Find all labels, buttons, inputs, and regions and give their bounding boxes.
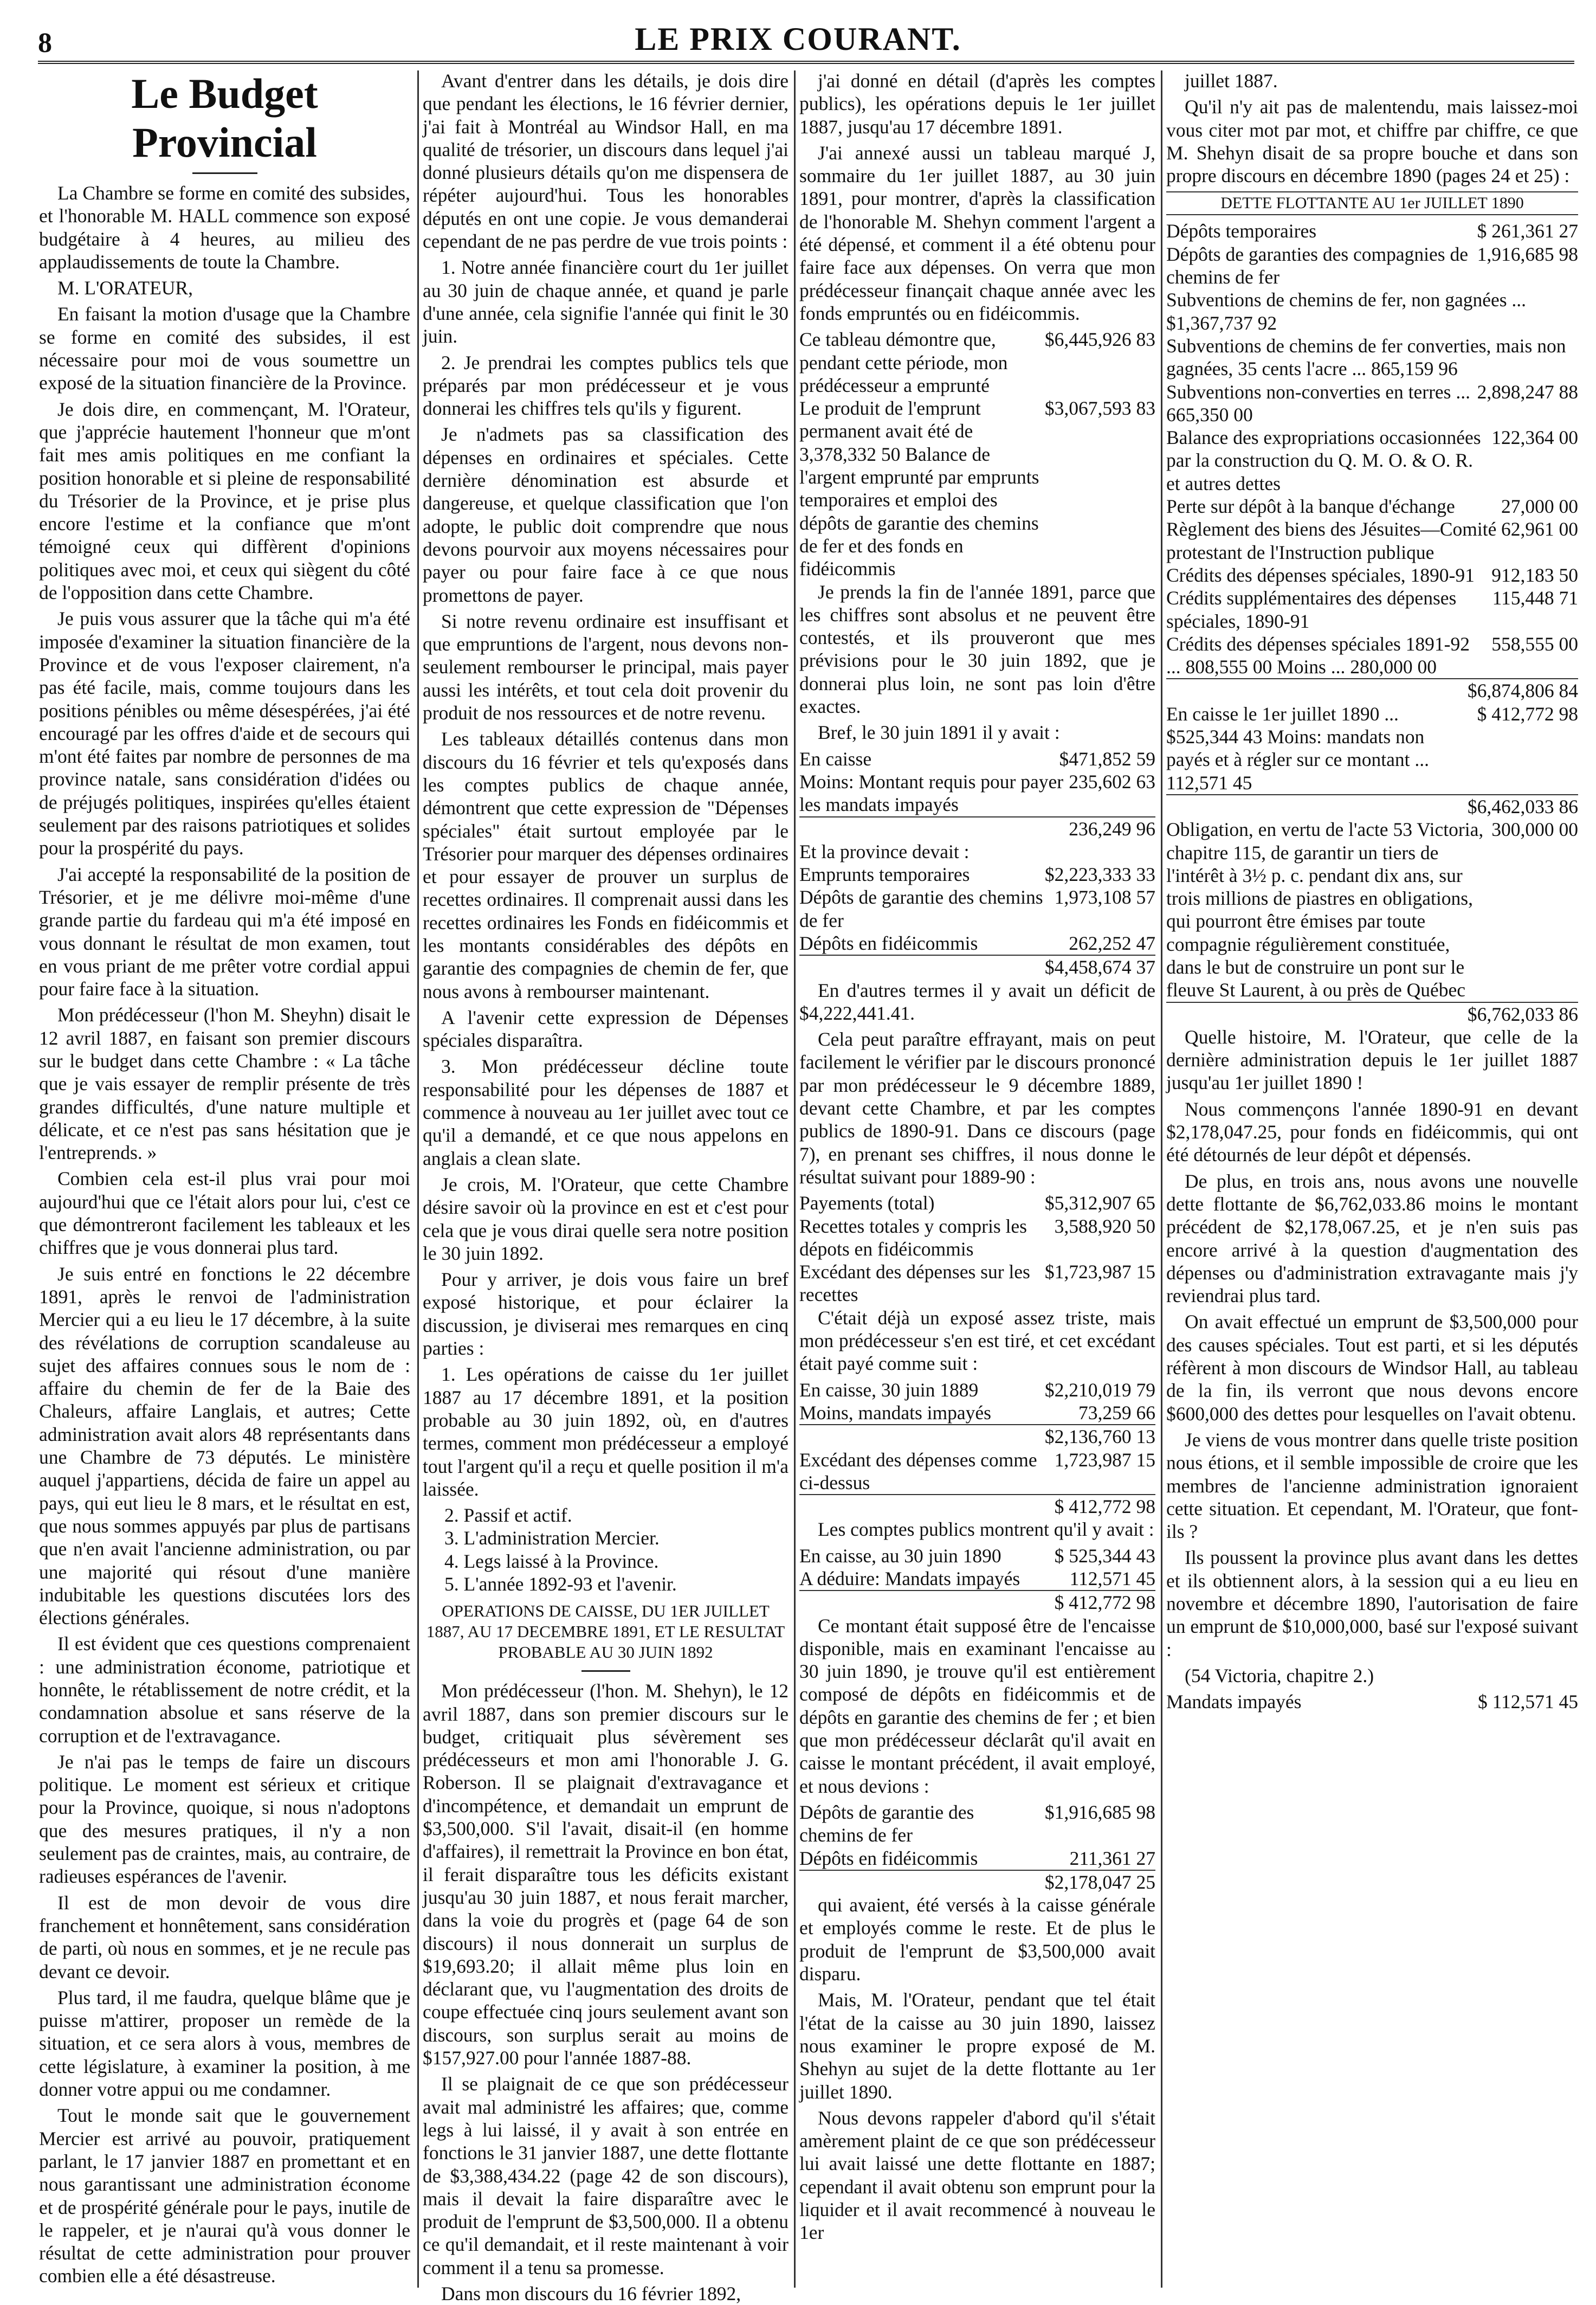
- column-2-text-b: [423, 1679, 789, 2305]
- ledger-amount: 122,364 00: [1491, 427, 1578, 449]
- ledger-row: [799, 1847, 1155, 1870]
- ledger-row: [799, 1192, 1155, 1214]
- ledger-label: [799, 1591, 1050, 1614]
- ledger-amount: 211,361 27: [1069, 1847, 1155, 1869]
- paragraph: M. L'ORATEUR,: [57, 277, 193, 299]
- ledger-amount: $ 412,772 98: [1054, 1592, 1155, 1614]
- ledger-label: Recettes totales y compris les dépots en fidéicommis: [799, 1215, 1027, 1260]
- ledger-amount: 3,588,920 50: [1054, 1215, 1155, 1237]
- paragraph: A l'avenir cette expression de Dépenses spéciales disparaîtra.: [423, 1006, 789, 1052]
- ledger-amount: 912,183 50: [1491, 564, 1578, 586]
- paragraph: Combien cela est-il plus vrai pour moi aujourd'hui que ce l'était alors pour lui, c'est ce que démontreront facilement les tableaux et les chiffres que je vous donnerai plus tard.: [39, 1168, 410, 1259]
- section-heading: OPERATIONS DE CAISSE, DU 1ER JUILLET 1887, AU 17 DECEMBRE 1891, ET LE RESULTAT PROBABLE AU 30 JUIN 1892: [426, 1601, 785, 1662]
- ledger-row: [799, 840, 1155, 863]
- ledger-label: Payements (total): [799, 1192, 935, 1214]
- ledger-label: [799, 817, 1064, 840]
- ledger-row: [799, 816, 1155, 840]
- section-rule: [581, 1670, 630, 1672]
- ledger-label: Crédits des dépenses spéciales 1891-92 ... 808,555 00 Moins ... 280,000 00: [1166, 633, 1470, 678]
- paragraph: Je viens de vous montrer dans quelle triste position nous étions, et il semble impossible de croire que les membres de l'ancienne administration ignoraient cette situation. Et cependant, M. l'Orateur, que font-ils ?: [1166, 1428, 1578, 1543]
- ledger-amount: [1574, 288, 1578, 334]
- ledger-label: En caisse le 1er juillet 1890 ... $525,344 43 Moins: mandats non payés et à régler sur ce montant ... 112,571 45: [1166, 703, 1429, 794]
- paragraph: Mon prédécesseur (l'hon M. Sheyhn) disait le 12 avril 1887, en faisant son premier discours sur le budget dans cette Chambre : « La tâche que je vais essayer de remplir présente de très grandes difficultés, d'une nature multiple et délicate, et ce n'est pas sans hésitation que je l'entreprends. »: [39, 1004, 410, 1164]
- ledger-amount: $471,852 59: [1059, 748, 1155, 770]
- list-item: 5. L'année 1892-93 et l'avenir.: [444, 1573, 677, 1595]
- ledger-row: [1166, 678, 1578, 702]
- ledger-row: [1166, 1002, 1578, 1026]
- ledger-label: [799, 1871, 1041, 1894]
- ledger-amount: $1,723,987 15: [1044, 1261, 1155, 1283]
- ledger-label: Emprunts temporaires: [799, 864, 970, 886]
- paragraph: Nous devons rappeler d'abord qu'il s'était amèrement plaint de ce que son prédécesseur lui avait laissé une dette flottante en 1887; cependant il avait obtenu son emprunt pour la liquider et il avait recommencé à nouveau le 1er: [799, 2107, 1155, 2244]
- column-2: [423, 69, 789, 2305]
- ledger-row: [799, 1215, 1155, 1261]
- column-3-text-g: [799, 1894, 1155, 2244]
- ledger-label: Dépôts de garantie des chemins de fer: [799, 886, 1043, 931]
- ledger-amount: $5,312,907 65: [1044, 1192, 1155, 1214]
- ledger-row: [1166, 818, 1578, 1001]
- ledger-label: En caisse: [799, 748, 872, 770]
- column-1-text: [39, 182, 410, 2288]
- ledger-row: [799, 863, 1155, 886]
- ledger-amount: 1,916,685 98: [1477, 243, 1578, 265]
- ledger-row: [1166, 1690, 1578, 1713]
- ledger-label: [799, 1425, 1041, 1448]
- ledger-amount: 236,249 96: [1069, 817, 1155, 840]
- ledger-amount: $6,762,033 86: [1467, 1003, 1578, 1025]
- ledger-row: [1166, 243, 1578, 289]
- ledger-row: [799, 1424, 1155, 1448]
- paragraph: Si notre revenu ordinaire est insuffisant et que empruntions de l'argent, nous devons non-seulement rembourser le principal, mais payer aussi les intérêts, et tout cela doit provenir du produit de nos ressources et de notre revenu.: [423, 610, 789, 724]
- ledger-amount: $2,136,760 13: [1044, 1426, 1155, 1448]
- ledger-label: Moins: Montant requis pour payer les mandats impayés: [799, 770, 1064, 816]
- ledger-row: [799, 1590, 1155, 1614]
- ledger-amount: 558,555 00: [1491, 633, 1578, 655]
- ledger-label: Règlement des biens des Jésuites—Comité protestant de l'Instruction publique: [1166, 518, 1497, 563]
- ledger-amount: $6,462,033 86: [1467, 795, 1578, 817]
- ledger-row: [799, 932, 1155, 955]
- ledger-row: [1166, 633, 1578, 679]
- paragraph: Bref, le 30 juin 1891 il y avait :: [818, 722, 1060, 744]
- ledger-amount: 1,973,108 57: [1054, 886, 1155, 909]
- ledger-amount: [1574, 334, 1578, 381]
- ledger-row: [799, 1448, 1155, 1495]
- ledger-label: [1166, 795, 1463, 818]
- ledger-amount: $6,445,926 83: [1044, 329, 1155, 351]
- paragraph: Cela peut paraître effrayant, mais on peut facilement le vérifier par le discours prononcé par mon prédécesseur le 9 décembre 1889, devant cette Chambre, et par les comptes publics de 1890-91. Dans ce discours (page 7), en prenant ses chiffres, il nous donne le résultat suivant pour 1889-90 :: [799, 1028, 1155, 1188]
- ledger-amount: $4,458,674 37: [1044, 956, 1155, 978]
- ledger-row: [799, 1544, 1155, 1567]
- ledger-row: [799, 1870, 1155, 1894]
- paragraph: 3. Mon prédécesseur décline toute responsabilité pour les dépenses de 1887 et commence à nouveau au 1er juillet avec tout ce qu'il a demandé, et ce que nous appelons en anglais a clean slate.: [423, 1055, 789, 1169]
- ledger-label: [799, 1495, 1050, 1518]
- ledger-row: [799, 770, 1155, 816]
- ledger-label: Excédant des dépenses comme ci-dessus: [799, 1448, 1037, 1493]
- paragraph: Avant d'entrer dans les détails, je dois dire que pendant les élections, le 16 février dernier, j'ai fait à Montréal au Windsor Hall, en ma qualité de trésorier, un discours dans lequel j'ai donné plusieurs détails qu'on me dispensera de répéter aujourd'hui. Tous les honorables députés en ont une copie. Je vous demanderai cependant de ne pas perdre de vue trois points :: [423, 70, 789, 253]
- ledger-label: Balance des expropriations occasionnées par la construction du Q. M. O. & O. R. et autres dettes: [1166, 427, 1481, 494]
- ledger-amount: $ 261,361 27: [1477, 220, 1578, 242]
- header-rule: [38, 61, 1574, 64]
- paragraph: Qu'il n'y ait pas de malentendu, mais laissez-moi vous citer mot par mot, et chiffre par chiffre, ce que M. Shehyn disait de sa propre bouche et dans son propre discours en décembre 1890 (pages 24 et 25) :: [1166, 96, 1578, 187]
- paragraph: 2. Je prendrai les comptes publics tels que préparés par mon prédécesseur et je vous donnerai les chiffres tels qu'ils y figurent.: [423, 351, 789, 420]
- paragraph: Il est de mon devoir de vous dire franchement et honnêtement, sans considération de parti, où nous en sommes, et je ne recule pas devant ce devoir.: [39, 1891, 410, 1982]
- paragraph: Les comptes publics montrent qu'il y avait :: [818, 1518, 1154, 1541]
- paragraph: Je suis entré en fonctions le 22 décembre 1891, après le renvoi de l'administration Mercier qui a eu lieu le 17 décembre, à la suite des révélations de corruption scandaleuse au sujet des affaires connues sous le nom de : affaire du chemin de fer de la Baie des Chaleurs, affaire Langlais, et autres; Cette administration avait alors 48 représentants dans une Chambre de 73 députés. Le ministère auquel j'appartiens, décida de faire un appel au pays, qui eut lieu le 8 mars, et le résultat en est, que nous sommes appuyés par plus de partisans que n'en avait l'ancienne administration, ou par une majorité qui résout d'une manière indubitable les questions discutées lors des élections générales.: [39, 1263, 410, 1629]
- ledger-row: [1166, 518, 1578, 564]
- paragraph: Ce montant était supposé être de l'encaisse disponible, mais en examinant l'encaisse au 30 juin 1890, je trouve qu'il est entièrement composé de dépôts en fidéicommis et de dépôts en garantie des chemins de fer ; et bien que mon prédécesseur déclarât qu'il avait en caisse le montant précédent, il avait employé, et nous devions :: [799, 1614, 1155, 1797]
- column-separator: [1161, 70, 1162, 2288]
- ledger-amount: $ 112,571 45: [1477, 1691, 1578, 1713]
- ledger-row: [799, 1379, 1155, 1401]
- ledger-row: [799, 1801, 1155, 1847]
- column-4-text-a: [1166, 69, 1578, 187]
- ledger-amount: 262,252 47: [1069, 932, 1155, 954]
- ledger-row: [1166, 495, 1578, 518]
- ledger-label: Subventions de chemins de fer, non gagnées ... $1,367,737 92: [1166, 289, 1527, 334]
- ledger-amount: $ 412,772 98: [1054, 1496, 1155, 1518]
- paragraph: Les tableaux détaillés contenus dans mon discours du 16 février et tels qu'exposés dans les comptes publics de chaque année, démontrent que cette expression de "Dépenses spéciales" était surtout employée par le Trésorier pour marquer des dépenses ordinaires et pour essayer de prouver un surplus de recettes ordinaires. Il comprenait aussi dans les recettes ordinaires les Fonds en fidéicommis et les montants considérables des dépôts en garantie des compagnies de chemin de fer, que nous avons à rembourser maintenant.: [423, 728, 789, 1002]
- ledger-label: Dépôts de garantie des chemins de fer: [799, 1801, 974, 1846]
- paragraph: Je dois dire, en commençant, M. l'Orateur, que j'apprécie hautement l'honneur que m'ont fait mes amis politiques en me confiant la position honorable et si pleine de responsabilité du Trésorier de la Province, et je prise plus encore l'estime et la confiance que m'ont témoigné ceux qui diffèrent d'opinions politiques avec moi, et ceux qui siègent du côté de l'opposition dans cette Chambre.: [39, 398, 410, 604]
- floating-debt-table: [1166, 220, 1578, 1025]
- ledger-amount: 73,259 66: [1078, 1401, 1155, 1424]
- ledger-label: Crédits des dépenses spéciales, 1890-91: [1166, 564, 1475, 586]
- paragraph: Ils poussent la province plus avant dans les dettes et ils obtiennent alors, à la session qui a eu lieu en novembre et décembre 1890, l'autorisation de faire un emprunt de $10,000,000, basé sur l'exposé suivant :: [1166, 1547, 1578, 1660]
- ledger-label: A déduire: Mandats impayés: [799, 1568, 1020, 1589]
- paragraph: En faisant la motion d'usage que la Chambre se forme en comité des subsides, il est nécessaire pour moi de vous soumettre un exposé de la situation financière de la Province.: [39, 303, 410, 394]
- ledger-amount: 112,571 45: [1069, 1568, 1155, 1589]
- page-number: 8: [38, 28, 52, 59]
- ledger-row: [799, 748, 1155, 770]
- paragraph: qui avaient, été versés à la caisse générale et employés comme le reste. Et de plus le produit de l'emprunt de $3,500,000 avait disparu.: [799, 1894, 1155, 1985]
- ledger-row: [1166, 334, 1578, 381]
- ledger-row: [799, 886, 1155, 932]
- paragraph: Mon prédécesseur (l'hon. M. Shehyn), le 12 avril 1887, dans son premier discours sur le budget, critiquait plus sévèrement ses prédécesseurs et mon ami l'honorable J. G. Roberson. Il se plaignait d'extravagance et d'incompétence, et demandait un emprunt de $3,500,000. S'il l'avait, disait-il (en homme d'affaires), il remettrait la Province en bon état, il ferait disparaître tous les déficits existant jusqu'au 30 juin 1887, et nous ferait marcher, dans la voie du progrès et (page 64 de son discours) il nous donnerait un surplus de $19,693.20; il allait même plus loin en déclarant que, vu l'augmentation des droits de coupe effectuée cinq jours seulement avant son discours, son surplus serait au moins de $157,927.00 pour l'année 1887-88.: [423, 1680, 789, 2069]
- ledger-row: [799, 328, 1155, 397]
- ledger-amount: 2,898,247 88: [1477, 381, 1578, 403]
- ledger-label: Subventions non-converties en terres ... 665,350 00: [1166, 381, 1470, 426]
- ledger-row: [1166, 703, 1578, 794]
- column-2-text: [423, 69, 789, 1501]
- ledger-row: [1166, 381, 1578, 427]
- deposits-table: [799, 1801, 1155, 1894]
- ledger-amount: $ 412,772 98: [1477, 703, 1578, 725]
- ledger-label: Dépôts en fidéicommis: [799, 932, 978, 954]
- paragraph: Tout le monde sait que le gouvernement Mercier est arrivé au pouvoir, pratiquement parlant, le 17 janvier 1887 en promettant et en nous garantissant une administration économe et de prospérité générale pour le pays, inutile de le rappeler, et je n'aurai qu'à vous donner le résultat de cette administration pour prouver combien elle a été désastreuse.: [39, 2104, 410, 2287]
- paragraph: Il se plaignait de ce que son prédécesseur avait mal administré les affaires; que, comme legs à lui laissé, il y avait à son entrée en fonctions le 31 janvier 1887, une dette flottante de $3,388,434.22 (page 42 de son discours), mais il devait la faire disparaître avec le produit de l'emprunt de $3,500,000. Il a obtenu ce qu'il demandait, et il reste maintenant à voir comment il a tenu sa promesse.: [423, 2073, 789, 2278]
- paragraph: J'ai accepté la responsabilité de la position de Trésorier, et je me délivre moi-même d'une grande partie du fardeau qui m'a été imposé en vous donnant le résultat de mon examen, tout en vous priant de me prêter votre cordial appui pour faire face à la situation.: [39, 863, 410, 1000]
- ledger-label: [1166, 679, 1463, 702]
- unpaid-warrants-table: [1166, 1690, 1578, 1713]
- paragraph: Je n'admets pas sa classification des dépenses en ordinaires et spéciales. Cette dernière dénomination est absurde et dangereuse, et quelque classification que l'on adopte, le public doit comprendre que nous devons pourvoir aux moyens nécessaires pour payer ou pour faire face à ce que nous promettons de payer.: [423, 423, 789, 606]
- column-1: [39, 69, 410, 2292]
- column-separator: [417, 70, 419, 2288]
- article-title: Le Budget Provincial: [131, 70, 318, 166]
- ledger-amount: 27,000 00: [1501, 495, 1578, 518]
- ledger-label: Dépôts temporaires: [1166, 220, 1317, 242]
- borrowing-table: [799, 328, 1155, 580]
- ledger-row: [1166, 794, 1578, 818]
- ledger-amount: 235,602 63: [1069, 770, 1155, 793]
- ledger-label: Obligation, en vertu de l'acte 53 Victoria, chapitre 115, de garantir un tiers de l'intérêt à 3½ p. c. pendant dix ans, sur trois millions de piastres en obligations, qui pourront être émises par toute compagnie régulièrement constituée, dans le but de construire un pont sur le fleuve St Laurent, à ou près de Québec: [1166, 819, 1484, 1001]
- ledger-label: Moins, mandats impayés: [799, 1401, 991, 1424]
- ledger-label: Le produit de l'emprunt permanent avait été de 3,378,332 50 Balance de l'argent emprunté par emprunts temporaires et emploi des dépôts de garantie des chemins de fer et des fonds en fidéicommis: [799, 397, 1039, 580]
- ledger-label: Mandats impayés: [1166, 1691, 1302, 1713]
- ledger-amount: $2,223,333 33: [1044, 864, 1155, 886]
- ledger-amount: $3,067,593 83: [1044, 397, 1155, 420]
- paragraph: C'était déjà un exposé assez triste, mais mon prédécesseur s'en est tiré, et cet excédant était payé comme suit :: [799, 1306, 1155, 1375]
- paragraph: Mais, M. l'Orateur, pendant que tel était l'état de la caisse au 30 juin 1890, laissez nous examiner le propre exposé de M. Shehyn au sujet de la dette flottante au 1er juillet 1890.: [799, 1989, 1155, 2103]
- column-3-text-a: [799, 69, 1155, 325]
- ledger-row: [1166, 426, 1578, 495]
- ledger-row: [799, 1401, 1155, 1424]
- column-4-text-b: [1166, 1026, 1578, 1687]
- paragraph: Plus tard, il me faudra, quelque blâme que je puisse m'attirer, proposer un remède de la situation, et ce sera alors à vous, membres de cette législature, à examiner la position, à me donner votre appui ou me condamner.: [39, 1986, 410, 2101]
- title-rule: [192, 172, 257, 174]
- list-item: 4. Legs laissé à la Province.: [444, 1550, 659, 1572]
- paragraph: Nous commençons l'année 1890-91 en devant $2,178,047.25, pour fonds en fidéicommis, qui ont été détournés de leur dépôt et dépensés.: [1166, 1098, 1578, 1166]
- paragraph: Dans mon discours du 16 février 1892,: [441, 2283, 741, 2305]
- ledger-row: [799, 397, 1155, 580]
- ledger-label: Crédits supplémentaires des dépenses spéciales, 1890-91: [1166, 587, 1457, 632]
- floating-debt-heading: DETTE FLOTTANTE AU 1er JUILLET 1890: [1166, 191, 1578, 215]
- ledger-row: [799, 1260, 1155, 1306]
- column-3-text-c: [799, 979, 1155, 1189]
- ledger-amount: 62,961 00: [1501, 518, 1578, 540]
- publication-title: LE PRIX COURANT.: [635, 21, 961, 57]
- ledger-row: [1166, 288, 1578, 334]
- paragraph: juillet 1887.: [1185, 70, 1278, 92]
- ledger-label: [1166, 1003, 1463, 1026]
- ledger-label: Ce tableau démontre que, pendant cette période, mon prédécesseur a emprunté: [799, 329, 1008, 396]
- paragraph: Il est évident que ces questions comprenaient : une administration économe, patriotique et honnête, le rétablissement de notre crédit, et la condamnation absolue et sans réserve de la corruption et de l'extravagance.: [39, 1633, 410, 1747]
- ledger-row: [799, 1494, 1155, 1518]
- paragraph: De plus, en trois ans, nous avons une nouvelle dette flottante de $6,762,033.86 moins le montant précédent de $2,178,067.25, et je n'en suis pas encore arrivé à la question d'augmentation des dépenses ou d'administration extravagante mais j'y reviendrai plus tard.: [1166, 1170, 1578, 1307]
- paragraph: (54 Victoria, chapitre 2.): [1185, 1664, 1374, 1686]
- ledger-label: Dépôts en fidéicommis: [799, 1847, 978, 1869]
- column-3: [799, 69, 1155, 2292]
- paragraph: La Chambre se forme en comité des subsides, et l'honorable M. HALL commence son exposé budgétaire à 4 heures, au milieu des applaudissements de toute la Chambre.: [39, 182, 410, 273]
- paragraph: On avait effectué un emprunt de $3,500,000 pour des causes spéciales. Tout est parti, et si les députés réfèrent à mon discours de Windsor Hall, au tableau de la fin, ils verront que nous devons encore $600,000 des dettes pour lesquelles on l'avait obtenu.: [1166, 1311, 1578, 1425]
- cash-1891-table: [799, 748, 1155, 979]
- list-item: 3. L'administration Mercier.: [444, 1527, 660, 1549]
- ledger-amount: $6,874,806 84: [1467, 680, 1578, 702]
- paragraph: 1. Notre année financière court du 1er juillet au 30 juin de chaque année, et quand je parle d'une année, cela signifie l'année qui finit le 30 juin.: [423, 256, 789, 347]
- ledger-label: Dépôts de garanties des compagnies de chemins de fer: [1166, 243, 1468, 288]
- ledger-amount: $2,178,047 25: [1044, 1871, 1155, 1893]
- paragraph: Je n'ai pas le temps de faire un discours politique. Le moment est sérieux et critique pour la Province, quoique, si nous n'adoptons que des mesures pratiques, il n'y a non seulement pas de craintes, mais, au contraire, de radieuses espérances de l'avenir.: [39, 1750, 410, 1888]
- paragraph: 1. Les opérations de caisse du 1er juillet 1887 au 17 décembre 1891, et la position probable au 30 juin 1892, où, en d'autres termes, comment mon prédécesseur a employé tout l'argent qu'il a reçu et quelle position il m'a laissée.: [423, 1363, 789, 1500]
- remarks-list: [423, 1504, 789, 1595]
- column-3-text-f: [799, 1614, 1155, 1798]
- ledger-amount: 300,000 00: [1491, 819, 1578, 841]
- paragraph: Je prends la fin de l'année 1891, parce que les chiffres sont absolus et ne peuvent être contestés, et ils prouveront que mes prévisions pour le 30 juin 1892, que je donnerai plus loin, ne sont pas loin d'être exactes.: [799, 581, 1155, 718]
- ledger-row: [799, 955, 1155, 978]
- column-3-text-b: [799, 581, 1155, 744]
- paragraph: Quelle histoire, M. l'Orateur, que celle de la dernière administration depuis le 1er juillet 1887 jusqu'au 1er juillet 1890 !: [1166, 1026, 1578, 1094]
- ledger-label: Excédant des dépenses sur les recettes: [799, 1261, 1030, 1306]
- ledger-amount: 115,448 71: [1492, 587, 1578, 609]
- ledger-row: [1166, 564, 1578, 587]
- ledger-row: [1166, 587, 1578, 633]
- ledger-label: Et la province devait :: [799, 840, 970, 862]
- list-item: 2. Passif et actif.: [444, 1504, 572, 1527]
- column-4: [1166, 69, 1578, 2292]
- paragraph: En d'autres termes il y avait un déficit de $4,222,441.41.: [799, 979, 1155, 1024]
- ledger-amount: [1151, 840, 1155, 863]
- ledger-label: [799, 956, 1041, 978]
- paragraph: J'ai annexé aussi un tableau marqué J, sommaire du 1er juillet 1887, au 30 juin 1891, pour montrer, d'après la classification de l'honorable M. Shehyn comment l'argent a été dépensé, et comment il a été obtenu pour faire face aux dépenses. On verra que mon prédécesseur finançait chaque année avec les fonds empruntés ou en fidéicommis.: [799, 141, 1155, 324]
- ledger-amount: 1,723,987 15: [1054, 1448, 1155, 1471]
- cash-1890-table: [799, 1544, 1155, 1614]
- ledger-label: En caisse, au 30 juin 1890: [799, 1544, 1001, 1567]
- ledger-amount: $2,210,019 79: [1044, 1379, 1155, 1401]
- paragraph: Je puis vous assurer que la tâche qui m'a été imposée d'examiner la situation financière de la Province et de vous l'exposer clairement, n'a pas été facile, mais, comme toujours dans les positions pénibles ou même désespérées, j'ai été encouragé par les offres d'aide et de secours qui m'ont été faites par nombre de personnes de ma province natale, sans considération d'idées ou de préjugés politiques, inspirées qu'elles étaient seulement par des raisons patriotiques et solides pour la prospérité du pays.: [39, 608, 410, 859]
- paragraph: j'ai donné en détail (d'après les comptes publics), les opérations depuis le 1er juillet 1887, jusqu'au 17 décembre 1891.: [799, 70, 1155, 138]
- ledger-label: Perte sur dépôt à la banque d'échange: [1166, 495, 1455, 518]
- cash-1889-table: [799, 1379, 1155, 1518]
- ledger-label: Subventions de chemins de fer converties, mais non gagnées, 35 cents l'acre ... 865,159 96: [1166, 334, 1566, 380]
- paragraph: Pour y arriver, je dois vous faire un bref exposé historique, et pour éclairer la discussion, je diviserai mes remarques en cinq parties :: [423, 1269, 789, 1360]
- column-separator: [794, 70, 796, 2288]
- ledger-label: En caisse, 30 juin 1889: [799, 1379, 979, 1401]
- ledger-row: [1166, 220, 1578, 242]
- ledger-row: [799, 1567, 1155, 1590]
- paragraph: Je crois, M. l'Orateur, que cette Chambre désire savoir où la province en est et c'est pour cela que je vous dirai quelle sera notre position le 30 juin 1892.: [423, 1173, 789, 1264]
- payments-table: [799, 1192, 1155, 1306]
- ledger-amount: $1,916,685 98: [1044, 1801, 1155, 1823]
- ledger-amount: $ 525,344 43: [1054, 1544, 1155, 1567]
